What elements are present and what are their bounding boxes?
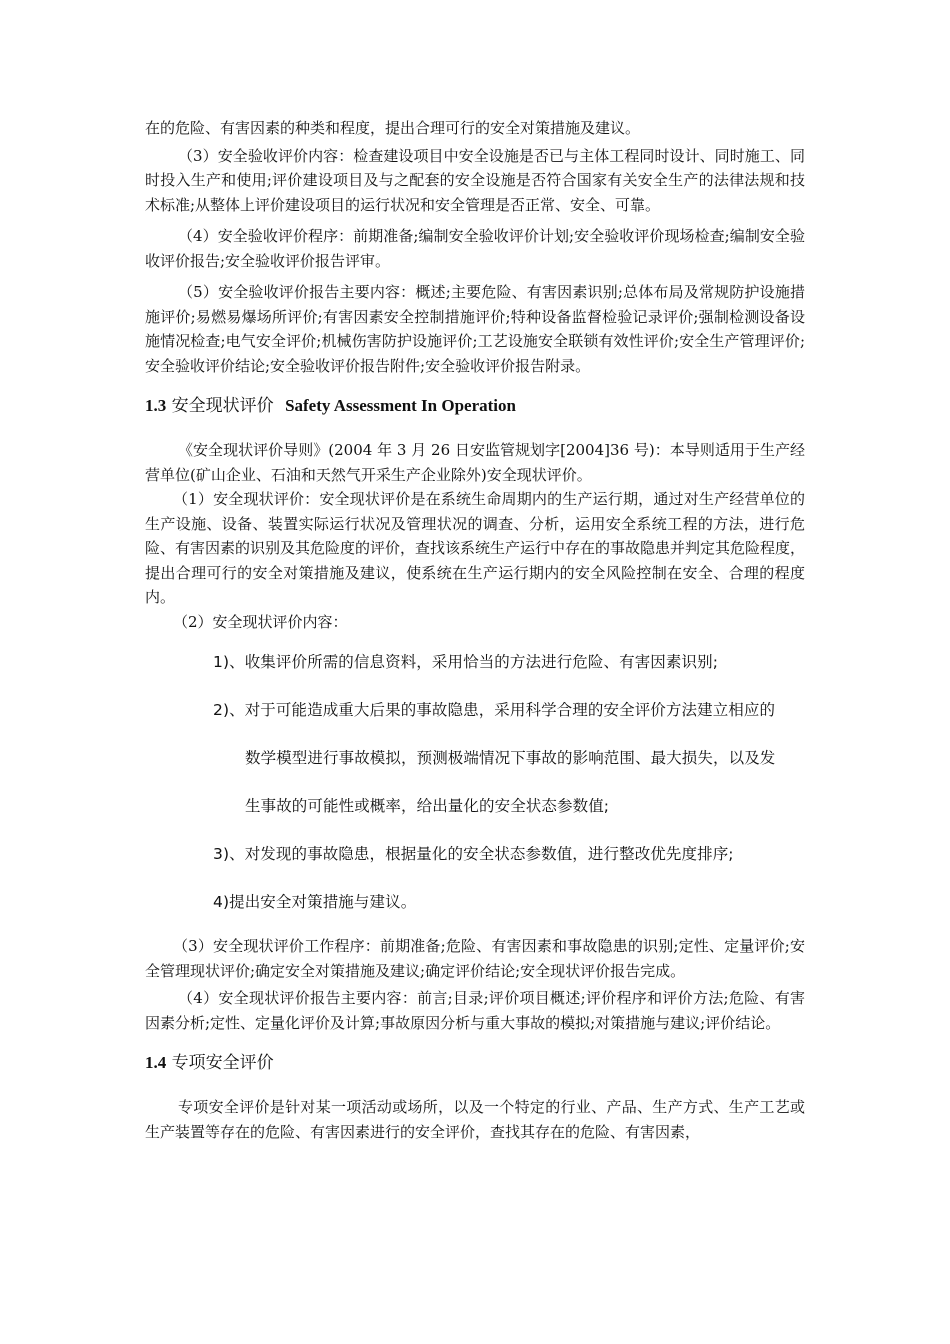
- status-content-list: [145, 650, 805, 914]
- paragraph-status-content-label: （2）安全现状评价内容：: [173, 612, 348, 631]
- section-heading-1-4: [145, 1049, 805, 1077]
- section-title-cn: 安全现状评价: [171, 396, 274, 416]
- paragraph-special-assessment: 专项安全评价是针对某一项活动或场所，以及一个特定的行业、产品、生产方式、生产工艺或生产装置等存在的危险、有害因素进行的安全评价，查找其存在的危险、有害因素，: [145, 1098, 805, 1141]
- paragraph-acceptance-report: （5）安全验收评价报告主要内容：概述;主要危险、有害因素识别;总体布局及常规防护设施措施评价;易燃易爆场所评价;有害因素安全控制措施评价;特种设备监督检验记录评价;强制检测设备设施情况检查;电气安全评价;机械伤害防护设施评价;工艺设施安全联锁有效性评价;安全生产管理评价;安全验收评价结论;安全验收评价报告附件;安全验收评价报告附录。: [145, 283, 805, 375]
- section-title-en: Safety Assessment In Operation: [285, 396, 516, 415]
- paragraph-status-report: （4）安全现状评价报告主要内容：前言;目录;评价项目概述;评价程序和评价方法;危险、有害因素分析;定性、定量化评价及计算;事故原因分析与重大事故的模拟;对策措施与建议;评价结论。: [145, 989, 805, 1032]
- paragraph-guideline-intro: 《安全现状评价导则》(2004 年 3 月 26 日安监管规划字[2004]36 号)：本导则适用于生产经营单位(矿山企业、石油和天然气开采生产企业除外)安全现状评价。: [145, 441, 805, 484]
- list-item-continuation: 数学模型进行事故模拟，预测极端情况下事故的影响范围、最大损失，以及发: [245, 749, 776, 767]
- paragraph-acceptance-content: （3）安全验收评价内容：检查建设项目中安全设施是否已与主体工程同时设计、同时施工、同时投入生产和使用;评价建设项目及与之配套的安全设施是否符合国家有关安全生产的法律法规和技术标准;从整体上评价建设项目的运行状况和安全管理是否正常、安全、可靠。: [145, 146, 805, 214]
- section-number: 1.4: [145, 1053, 167, 1072]
- section-title-cn: 专项安全评价: [171, 1053, 274, 1073]
- paragraph-status-procedure: （3）安全现状评价工作程序：前期准备;危险、有害因素和事故隐患的识别;定性、定量评价;安全管理现状评价;确定安全对策措施及建议;确定评价结论;安全现状评价报告完成。: [145, 937, 805, 980]
- list-item: 2)、对于可能造成重大后果的事故隐患，采用科学合理的安全评价方法建立相应的: [213, 701, 776, 719]
- section-number: 1.3: [145, 396, 167, 415]
- list-item: 3)、对发现的事故隐患，根据量化的安全状态参数值，进行整改优先度排序;: [213, 845, 734, 863]
- paragraph-status-assessment: （1）安全现状评价：安全现状评价是在系统生命周期内的生产运行期，通过对生产经营单位的生产设施、设备、装置实际运行状况及管理状况的调查、分析，运用安全系统工程的方法，进行危险、有害因素的识别及其危险度的评价，查找该系统生产运行中存在的事故隐患并判定其危险程度，提出合理可行的安全对策措施及建议，使系统在生产运行期内的安全风险控制在安全、合理的程度内。: [145, 490, 806, 606]
- section-heading-1-3: [145, 392, 805, 420]
- list-item-continuation: 生事故的可能性或概率，给出量化的安全状态参数值;: [245, 797, 610, 815]
- list-item: 4)提出安全对策措施与建议。: [213, 893, 417, 911]
- paragraph-acceptance-procedure: （4）安全验收评价程序：前期准备;编制安全验收评价计划;安全验收评价现场检查;编制安全验收评价报告;安全验收评价报告评审。: [145, 227, 805, 270]
- paragraph-continuation: 在的危险、有害因素的种类和程度，提出合理可行的安全对策措施及建议。: [145, 119, 641, 137]
- list-item: 1)、收集评价所需的信息资料，采用恰当的方法进行危险、有害因素识别;: [213, 653, 719, 671]
